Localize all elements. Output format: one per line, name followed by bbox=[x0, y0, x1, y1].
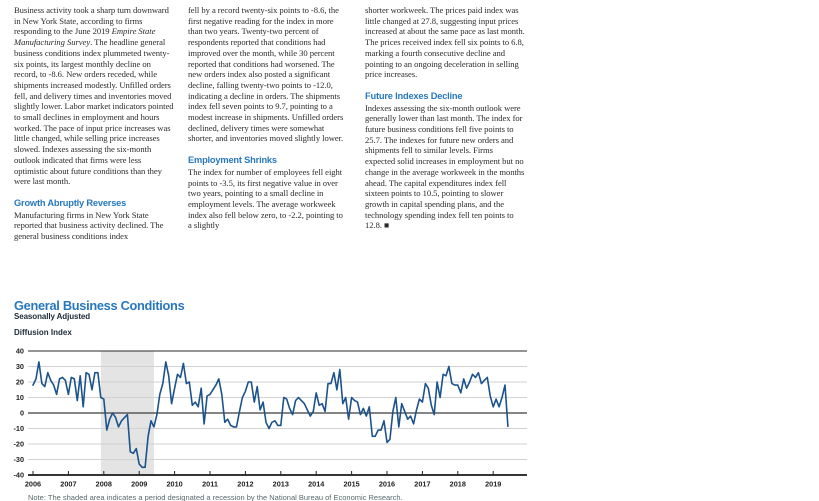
intro-text-post: . The headline general business conditions index plummeted twenty-six points, its largest monthly decline on record, to -8.6. New orders receded, while shipments increased modestly. Unfilled orders fell, and delivery times and inventories moved slightly lower. Labor market indicators pointed to small declines in employment and hours worked. The pace of input price increases was little changed, while selling price increases slowed. Indexes assessing the six-month outlook indicated that firms were less optimistic about future conditions than they were last month. bbox=[14, 37, 174, 187]
x-axis-year-label: 2016 bbox=[378, 479, 396, 489]
x-axis-year-label: 2011 bbox=[202, 479, 218, 489]
x-axis-year-label: 2018 bbox=[449, 479, 466, 489]
survey-name-italic: Empire State Manufacturing Survey bbox=[14, 26, 156, 48]
employment-paragraph: The index for number of employees fell eight points to -3.5, its first negative value in over two years, pointing to a small decline in employment levels. The average workweek index also fell below zero, to -2.2, pointing to a slightly bbox=[188, 166, 343, 231]
chart-subtitle: Seasonally Adjusted bbox=[14, 312, 91, 321]
x-axis-year-label: 2014 bbox=[308, 479, 325, 489]
x-axis-year-label: 2007 bbox=[60, 479, 77, 489]
column-1 bbox=[14, 5, 174, 242]
y-axis-tick-label: -40 bbox=[13, 470, 24, 480]
y-axis-tick-label: -20 bbox=[13, 439, 24, 449]
intro-text-pre: Business activity took a sharp turn downward in New York State, according to firms responding to the June 2019 bbox=[14, 5, 169, 37]
chart-svg bbox=[0, 344, 560, 501]
chart-title: General Business Conditions bbox=[14, 298, 185, 313]
future-paragraph: Indexes assessing the six-month outlook were generally lower than last month. The index for future business conditions fell five points to 25.7. The indexes for future new orders and shipments fell to similar levels. Firms expected solid increases in employment but no change in the average workweek in the months ahead. The capital expenditures index fell sixteen points to 10.5, pointing to slower growth in capital spending plans, and the technology spending index fell ten points to 12.8. ■ bbox=[365, 102, 525, 231]
chart-note: Note: The shaded area indicates a period designated a recession by the National Bureau of Economic Research. bbox=[28, 493, 403, 501]
section-heading-future: Future Indexes Decline bbox=[365, 90, 463, 101]
x-axis-year-label: 2017 bbox=[414, 479, 431, 489]
employment-paragraph-continued: shorter workweek. The prices paid index was little changed at 27.8, suggesting input prices increased at about the same pace as last month. The prices received index fell six points to 6.8, marking a fourth consecutive decline and pointing to an ongoing deceleration in selling price increases. bbox=[365, 5, 525, 80]
growth-paragraph-continued: fell by a record twenty-six points to -8.6, the first negative reading for the index in more than two years. Twenty-two percent of respondents reported that conditions had improved over the month, while 30 percent reported that conditions had worsened. The new orders index also posted a significant decline, falling twenty-two points to -12.0, indicating a decline in orders. The shipments index fell seven points to 9.7, pointing to a modest increase in shipments. Unfilled orders declined, delivery times were somewhat shorter, and inventories moved slightly lower. bbox=[188, 5, 344, 144]
column-2 bbox=[188, 5, 348, 231]
y-axis-tick-label: 10 bbox=[15, 393, 24, 403]
intro-paragraph bbox=[14, 5, 174, 187]
x-axis-year-label: 2006 bbox=[24, 479, 42, 489]
x-axis-year-label: 2013 bbox=[272, 479, 289, 489]
y-axis-tick-label: 0 bbox=[19, 408, 24, 418]
chart-ylabel: Diffusion Index bbox=[14, 328, 72, 337]
y-axis-tick-label: 30 bbox=[15, 362, 24, 372]
column-3 bbox=[365, 5, 525, 231]
y-axis-tick-label: -30 bbox=[13, 455, 24, 465]
x-axis-year-label: 2019 bbox=[485, 479, 502, 489]
section-heading-growth: Growth Abruptly Reverses bbox=[14, 197, 127, 208]
x-axis-year-label: 2012 bbox=[237, 479, 254, 489]
x-axis-year-label: 2015 bbox=[343, 479, 360, 489]
y-axis-tick-label: -10 bbox=[13, 424, 24, 434]
x-axis-year-label: 2009 bbox=[131, 479, 148, 489]
growth-paragraph: Manufacturing firms in New York State reported that business activity declined. The general business conditions index bbox=[14, 209, 164, 242]
section-heading-employment: Employment Shrinks bbox=[188, 155, 277, 166]
y-axis-tick-label: 20 bbox=[15, 377, 24, 387]
y-axis-tick-label: 40 bbox=[15, 346, 24, 356]
x-axis-year-label: 2008 bbox=[95, 479, 112, 489]
x-axis-year-label: 2010 bbox=[166, 479, 183, 489]
